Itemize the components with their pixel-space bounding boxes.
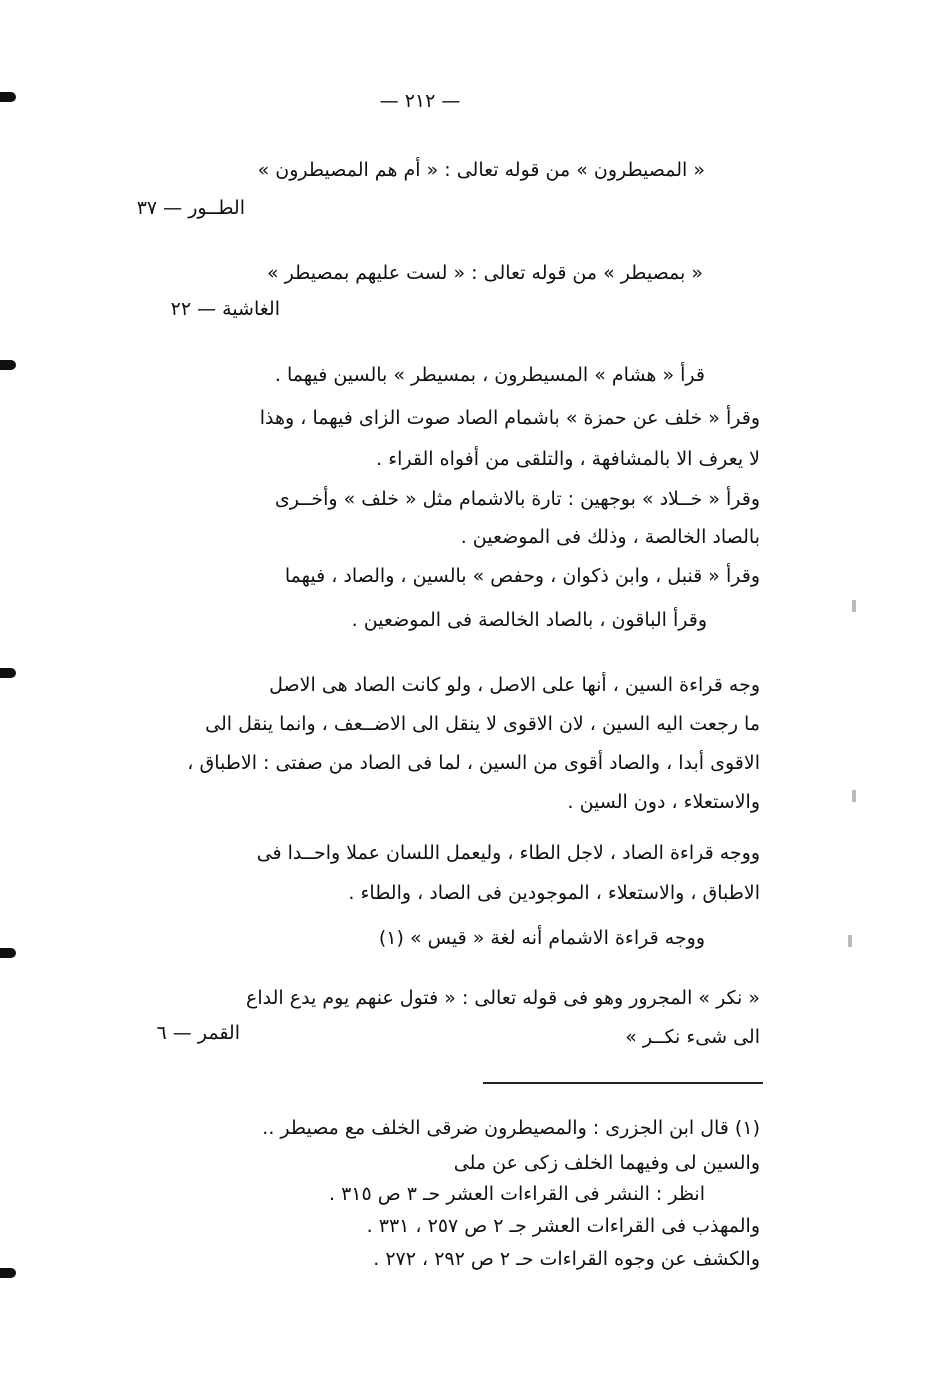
footnote-separator: [483, 1082, 763, 1084]
footnote-line: والكشف عن وجوه القراءات حـ ٢ ص ٢٩٢ ، ٢٧٢ .: [373, 1248, 760, 1270]
text-line: ووجه قراءة الصاد ، لاجل الطاء ، وليعمل اللسان عملا واحــدا فى: [256, 842, 760, 864]
text-line: قرأ « هشام » المسيطرون ، بمسيطر » بالسين فيهما .: [274, 364, 705, 386]
entry-line: « المصيطرون » من قوله تعالى : « أم هم المصيطرون »: [257, 159, 705, 181]
text-line: وقرأ الباقون ، بالصاد الخالصة فى الموضعين .: [351, 609, 707, 631]
text-line: « نكر » المجرور وهو فى قوله تعالى : « فتول عنهم يوم يدع الداع: [246, 987, 760, 1009]
scan-speck: [852, 600, 856, 612]
scan-speck: [852, 790, 856, 802]
text-line: وقرأ « قنبل ، وابن ذكوان ، وحفص » بالسين ، والصاد ، فيهما: [284, 565, 760, 587]
verse-reference: الغاشية — ٢٢: [170, 298, 280, 320]
text-line: لا يعرف الا بالمشافهة ، والتلقى من أفواه القراء .: [376, 448, 760, 470]
entry-line: « بمصيطر » من قوله تعالى : « لست عليهم بمصيطر »: [267, 262, 703, 284]
footnote-line: والسين لى وفيهما الخلف زكى عن ملى: [453, 1152, 760, 1174]
binding-mark: [0, 360, 16, 370]
text-line: الاقوى أبدا ، والصاد أقوى من السين ، لما فى الصاد من صفتى : الاطباق ،: [187, 752, 760, 774]
scan-speck: [848, 935, 852, 947]
page-number: — ٢١٢ —: [379, 90, 461, 112]
footnote-line: (١) قال ابن الجزرى : والمصيطرون ضرقى الخلف مع مصيطر ..: [262, 1117, 760, 1139]
text-line: بالصاد الخالصة ، وذلك فى الموضعين .: [460, 526, 760, 548]
verse-reference: الطــور — ٣٧: [136, 197, 245, 219]
text-line: وقرأ « خــلاد » بوجهين : تارة بالاشمام مثل « خلف » وأخــرى: [274, 488, 760, 510]
text-line: الاطباق ، والاستعلاء ، الموجودين فى الصاد ، والطاء .: [348, 882, 760, 904]
text-line: ما رجعت اليه السين ، لان الاقوى لا ينقل الى الاضــعف ، وانما ينقل الى: [205, 713, 760, 735]
text-line: وجه قراءة السين ، أنها على الاصل ، ولو كانت الصاد هى الاصل: [269, 674, 760, 696]
text-line: الى شىء نكــر »: [625, 1026, 760, 1048]
verse-reference: القمر — ٦: [156, 1022, 240, 1044]
binding-mark: [0, 1268, 16, 1278]
text-line: ووجه قراءة الاشمام أنه لغة « قيس » (١): [378, 927, 705, 949]
binding-mark: [0, 668, 16, 678]
footnote-line: انظر : النشر فى القراءات العشر حـ ٣ ص ٣١٥ .: [329, 1183, 705, 1205]
footnote-line: والمهذب فى القراءات العشر جـ ٢ ص ٢٥٧ ، ٣٣١ .: [366, 1215, 760, 1237]
text-line: والاستعلاء ، دون السين .: [567, 791, 760, 813]
binding-mark: [0, 948, 16, 958]
text-line: وقرأ « خلف عن حمزة » باشمام الصاد صوت الزاى فيهما ، وهذا: [259, 407, 760, 429]
